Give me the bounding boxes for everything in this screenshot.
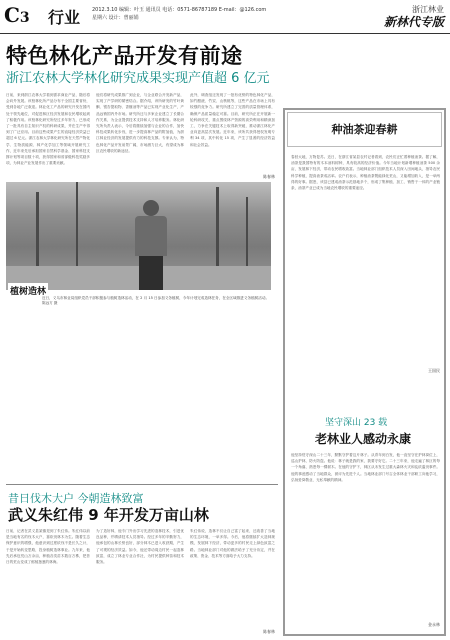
brand-top: 浙江林业 — [412, 5, 444, 14]
planting-photo — [6, 182, 271, 290]
sidebar-byline-1: 王国民 — [428, 368, 440, 373]
article1-column-3: 此外，调查组还发现了一批有优势的特色林化产品，如竹醋液、竹炭、山核桃等，这些产品在市场上具有较强的竞争力。研究所建立了完善的质量管理体系，确保产品质量稳定可靠。目前，研究所正在开展新一轮科研攻关，重点围绕林产资源的高效利用和精深加工，力争在关键技术上取得新突破，推动浙江林化产业向更高层次发展。近年来，该所共获得授权发明专利 34 项，其中转化 15 项，产生了显著的经济效益和社会效益。 — [190, 93, 275, 147]
sidebar-title-1: 种油茶迎春耕 — [331, 123, 398, 136]
article1-byline: 陈春林 — [263, 174, 275, 179]
header-meta-line1: 2012.3.10 编辑：叶玉 通讯员 电话：0571-86787189 E-mail：@126.com — [92, 7, 267, 13]
article2-column-2: 为了造好林，他专门外出学习先进的造林技术，引进优良品种，并聘请技术人员指导。经过多年的辛勤努力，他承包的山林长势良好，部分林木已进入收获期，产生了可观的经济效益。如今，他还带动周边村民一起造林致富，成立了林业专业合作社，为村民提供种苗和技术服务。 — [96, 529, 184, 565]
sidebar-subhead-2: 坚守深山 23 载 — [325, 418, 388, 428]
article2-kicker: 昔日伐木大户 今朝造林致富 — [8, 492, 144, 505]
section-name: 行业 — [48, 8, 81, 27]
page-header — [0, 0, 450, 34]
sidebar-text-1: 春回大地，万物复苏。近日，在浙江省某县农村记者看到，农民们正忙着种植油茶。据了解，油茶是我国特有的木本油料树种，具有较高的经济价值。今年当地计划新增种植油茶 500 余亩，发展林下经济，带动农民增收致富。当地林业部门组织技术人员深入田间地头，指导农民科学种植，提高油茶成活率。农户们表示，种植油茶既能绿化荒山，又能增加收入，是一举两得的好事。据悉，该县已建成油茶示范基地多个，形成了集种植、加工、销售于一体的产业链条，油茶产业已成为当地农民增收的重要途径。 — [291, 155, 440, 191]
sidebar-title-2: 老林业人感动永康 — [315, 432, 412, 446]
section-code: C3 — [4, 3, 30, 27]
sidebar-title-box — [287, 112, 442, 147]
main-headline: 特色林化产品开发有前途 — [6, 44, 243, 68]
article2-headline: 武义朱红伟 9 年开发万亩山林 — [8, 506, 209, 524]
photo-label: 植树造林 — [8, 283, 48, 298]
person-figure — [131, 200, 171, 290]
newspaper-brand: 新林代专版 — [383, 15, 444, 29]
header-meta-line2: 星期六 设计：曾丽娟 — [92, 15, 139, 21]
divider-rule — [6, 484, 278, 485]
article1-column-2: 他们将研究成果推广到企业，与企业联合开发新产品，实现了产学研的紧密结合。据介绍，该所研发的竹叶黄酮、银杏提取物、香榧油等产品已实现产业化生产，产品远销国内外市场。研究所还与多家企业建立了长期合作关系，为企业提供技术支持和人才培养服务。林化研究所负责人表示，今后将继续加强与企业的合作，加快科技成果转化步伐，进一步提高林产品的附加值，为浙江林业经济的发展提供有力的科技支撑。专家认为，特色林化产品开发前景广阔，市场潜力巨大，有望成为林区农民增收的新途径。 — [96, 93, 184, 153]
article2-column-1: 日前，记者在武义县某镇见到了朱红伟。朱红伟以前是当地有名的伐木大户，靠砍伐林木为生。随着生态保护意识的增强，他意识到过度砍伐不是长久之计，于是开始转变思路，投身植树造林事业。九年来，他先后承包荒山万余亩，种植各类苗木数百万株，把昔日的荒山变成了郁郁葱葱的林海。 — [6, 529, 90, 565]
sidebar-byline-2: 金永林 — [428, 622, 440, 627]
article1-column-1: 日前，来到浙江农林大学看到需求商业产品，随后将会向外发展。该校林化所产品分布于全国主要省份，受到各地广泛欢迎。林业化工产品的研究开发在国内处于领先地位，对促进林区经济发展和农民增收起到了积极作用。该校林化研究所经过多年努力，已形成了一批具有自主知识产权的科研成果，并在生产中得到了广泛应用。目前这些成果产生的直接经济效益已超过 6 亿元。浙江农林大学林化研究所在天然产物化学、生物质能源、林产化学加工等领域开展研究工作，近年来先后承担国家自然科学基金、国家科技支撑计划等项目数十项，获得国家和省部级科技奖励多项，为林业产业发展作出了重要贡献。 — [6, 93, 90, 166]
article2-column-3: 朱红伟说，造林不仅让自己富了起来，还改善了当地的生态环境，一举多得。今后，他将继续扩大造林规模，发展林下经济，带动更多的村民走上绿色致富之路。当地林业部门对他的做法给予了充分肯定，并在政策、资金、技术等方面给予大力支持。 — [190, 529, 275, 558]
article2-byline: 陈春林 — [263, 629, 275, 634]
main-subhead: 浙江农林大学林化研究成果实现产值超 6 亿元 — [6, 71, 270, 86]
sidebar-text-2: 他坚持驻守深山二十三年，默默守护着这片林子。从青年到白发，他一直坚守在护林岗位上，巡山护林，防火防盗。他说：林子就是我的家，我要守好它。二十三年来，他走遍了林区的每一个角落，熟悉每一棵树木。在他的守护下，林区从未发生过重大森林火灾和乱砍滥伐事件。他的事迹感动了当地群众，被评为先进个人。当地林业部门号召全体林业干部职工向他学习，弘扬爱岗敬业、无私奉献的精神。 — [291, 453, 440, 482]
photo-caption: 近日，义乌市林业局组织党员干部积极参与植树造林活动，在 2 月 15 日参加义务植树，今年计划完成造林任务，在全区域推进义务植树活动。 陈远方 摄 — [42, 296, 270, 305]
right-sidebar — [283, 108, 446, 636]
section-number: 3 — [19, 10, 30, 26]
